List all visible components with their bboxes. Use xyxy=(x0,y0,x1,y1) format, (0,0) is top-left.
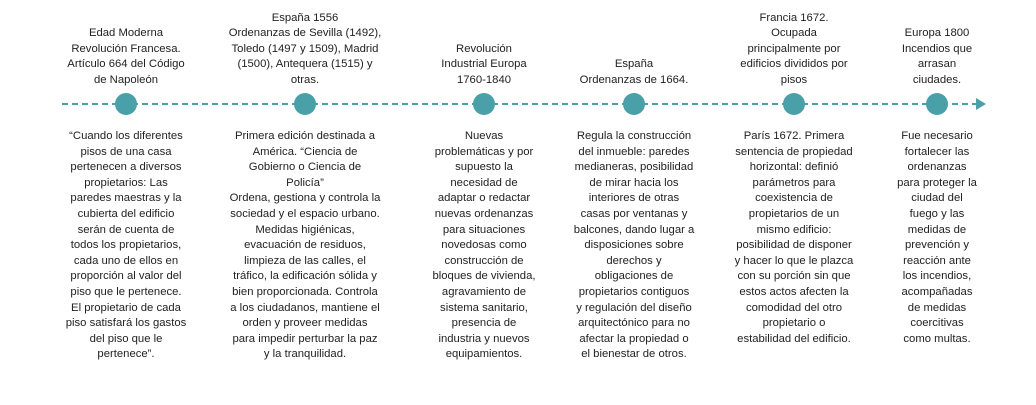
event-4-description: Regula la construcción del inmueble: paredes medianeras, posibilidad de mirar hacia los interiores de otras casas por ventanas y balcones, dando lugar a disposiciones sobre derechos y obligaciones de propietarios contiguos y regulación del diseño arquitectónico para no afectar la propiedad o el bienestar de otros. xyxy=(573,130,695,361)
event-5-title: Francia 1672. Ocupada principalmente por edificios divididos por pisos xyxy=(740,11,848,86)
timeline-arrowhead xyxy=(976,98,986,110)
event-2-node xyxy=(294,93,316,115)
event-3-description: Nuevas problemáticas y por supuesto la necesidad de adaptar o redactar nuevas ordenanzas para situaciones novedosas como construcción de bloques de vivienda, agravamiento de sistema sanitario, presencia de industria y nuevos equipamientos. xyxy=(432,130,536,361)
event-2-title: España 1556 Ordenanzas de Sevilla (1492), Toledo (1497 y 1509), Madrid (1500), Antequera (1515) y otras. xyxy=(228,11,382,86)
event-5-description: París 1672. Primera sentencia de propiedad horizontal: definió parámetros para coexistencia de propietarios de un mismo edificio: posibilidad de disponer y hacer lo que le plazca con su porción sin que estos actos afecten la comodidad del otro propietario o estabilidad del edificio. xyxy=(734,130,854,345)
timeline-axis xyxy=(62,103,978,105)
event-3-node xyxy=(473,93,495,115)
event-2-description: Primera edición destinada a América. “Ciencia de Gobierno o Ciencia de Policía” Ordena, gestiona y controla la sociedad y el espacio urbano. Medidas higiénicas, evacuación de residuos, limpieza de las calles, el tráfico, la edificación sólida y bien proporcionada. Controla a los ciudadanos, mantiene el orden y proveer medidas para impedir perturbar la paz y la tranquilidad. xyxy=(229,130,381,361)
event-6-description: Fue necesario fortalecer las ordenanzas para proteger la ciudad del fuego y las medidas de prevención y reacción ante los incendios, acompañadas de medidas coercitivas como multas. xyxy=(897,130,977,345)
event-1-node xyxy=(115,93,137,115)
event-1-title: Edad Moderna Revolución Francesa. Artículo 664 del Código de Napoleón xyxy=(67,27,185,86)
event-3-title: Revolución Industrial Europa 1760-1840 xyxy=(441,42,527,86)
event-4-node xyxy=(623,93,645,115)
event-1-description: “Cuando los diferentes pisos de una casa pertenecen a diversos propietarios: Las paredes maestras y la cubierta del edificio serán de cuenta de todos los propietarios, cada uno de ellos en proporción al valor del piso que le pertenece. El propietario de cada piso satisfará los gastos del piso que le pertenece”. xyxy=(65,130,187,361)
event-4-title: España Ordenanzas de 1664. xyxy=(579,58,689,86)
event-5-node xyxy=(783,93,805,115)
event-6-title: Europa 1800 Incendios que arrasan ciudades. xyxy=(901,27,973,86)
event-6-node xyxy=(926,93,948,115)
